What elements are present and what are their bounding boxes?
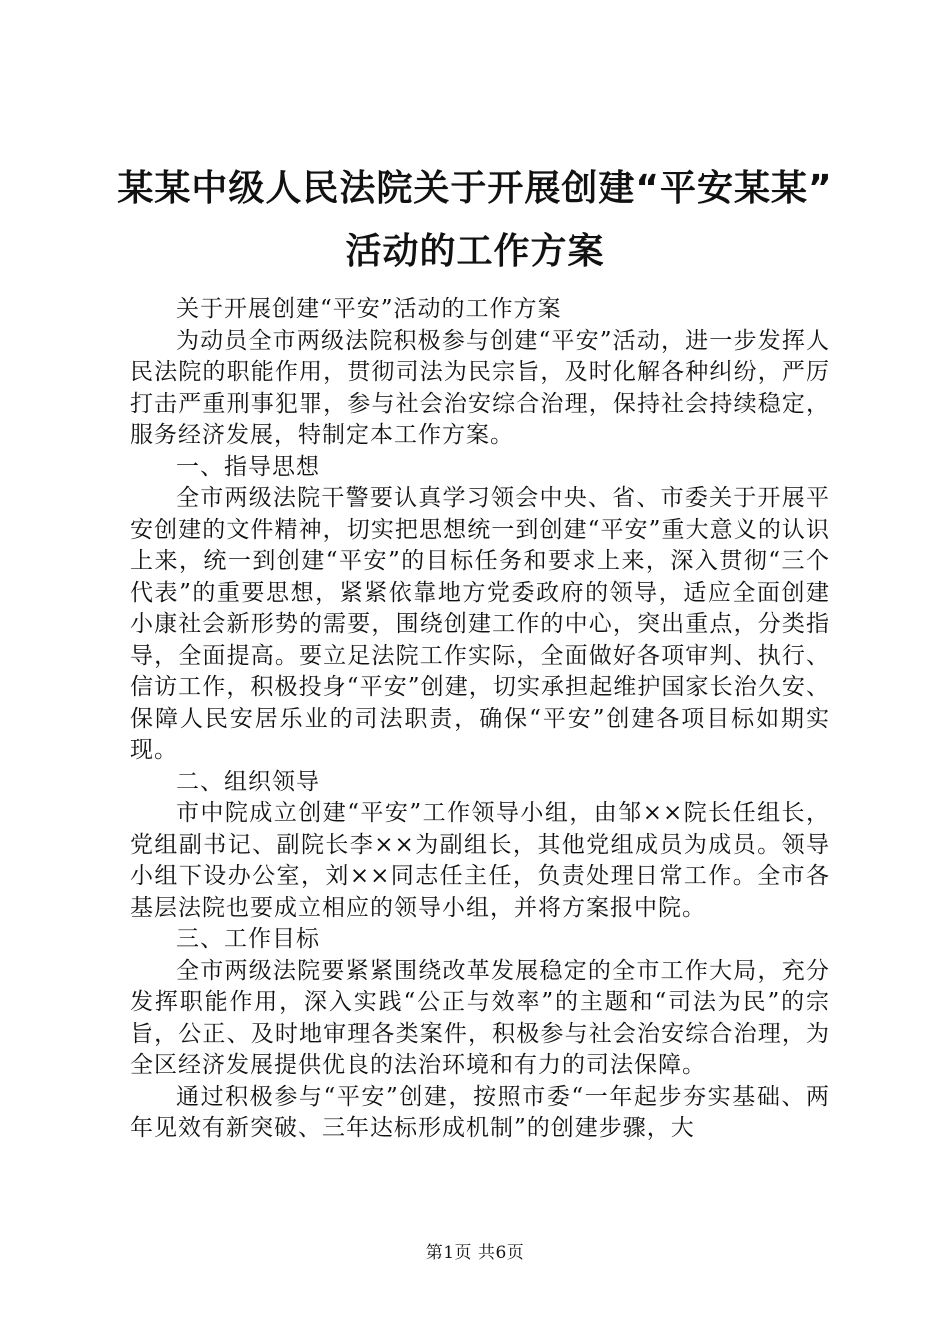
intro-paragraph: 为动员全市两级法院积极参与创建“平安”活动，进一步发挥人民法院的职能作用，贯彻司法为民宗旨，及时化解各种纠纷，严厉打击严重刑事犯罪，参与社会治安综合治理，保持社会持续稳定，服务经济发展，特制定本工作方案。 (130, 327, 830, 448)
subtitle-paragraph: 关于开展创建“平安”活动的工作方案 (176, 296, 562, 322)
document-body (130, 294, 830, 1145)
goals-paragraph: 全市两级法院要紧紧围绕改革发展稳定的全市工作大局，充分发挥职能作用，深入实践“公正与效率”的主题和“司法为民”的宗旨，公正、及时地审理各类案件，积极参与社会治安综合治理，为全区经济发展提供优良的法治环境和有力的司法保障。 (130, 957, 830, 1078)
organization-paragraph: 市中院成立创建“平安”工作领导小组，由邹××院长任组长，党组副书记、副院长李××为副组长，其他党组成员为成员。领导小组下设办公室，刘××同志任主任，负责处理日常工作。全市各基层法院也要成立相应的领导小组，并将方案报中院。 (130, 800, 830, 921)
page-number-footer: 第1页 共6页 (425, 1243, 525, 1263)
document-title-line-1: 某某中级人民法院关于开展创建“平安某某” (117, 168, 833, 209)
section-heading-organization: 二、组织领导 (176, 768, 320, 795)
section-heading-guiding-thought: 一、指导思想 (176, 453, 320, 480)
guiding-thought-paragraph: 全市两级法院干警要认真学习领会中央、省、市委关于开展平安创建的文件精神，切实把思想统一到创建“平安”重大意义的认识上来，统一到创建“平安”的目标任务和要求上来，深入贯彻“三个代表”的重要思想，紧紧依靠地方党委政府的领导，适应全面创建小康社会新形势的需要，围绕创建工作的中心，突出重点，分类指导，全面提高。要立足法院工作实际，全面做好各项审判、执行、信访工作，积极投身“平安”创建，切实承担起维护国家长治久安、保障人民安居乐业的司法职责，确保“平安”创建各项目标如期实现。 (130, 485, 830, 763)
steps-paragraph: 通过积极参与“平安”创建，按照市委“一年起步夯实基础、两年见效有新突破、三年达标形成机制”的创建步骤，大 (130, 1083, 830, 1141)
section-heading-goals: 三、工作目标 (176, 926, 320, 952)
document-title-line-2: 活动的工作方案 (345, 231, 605, 272)
